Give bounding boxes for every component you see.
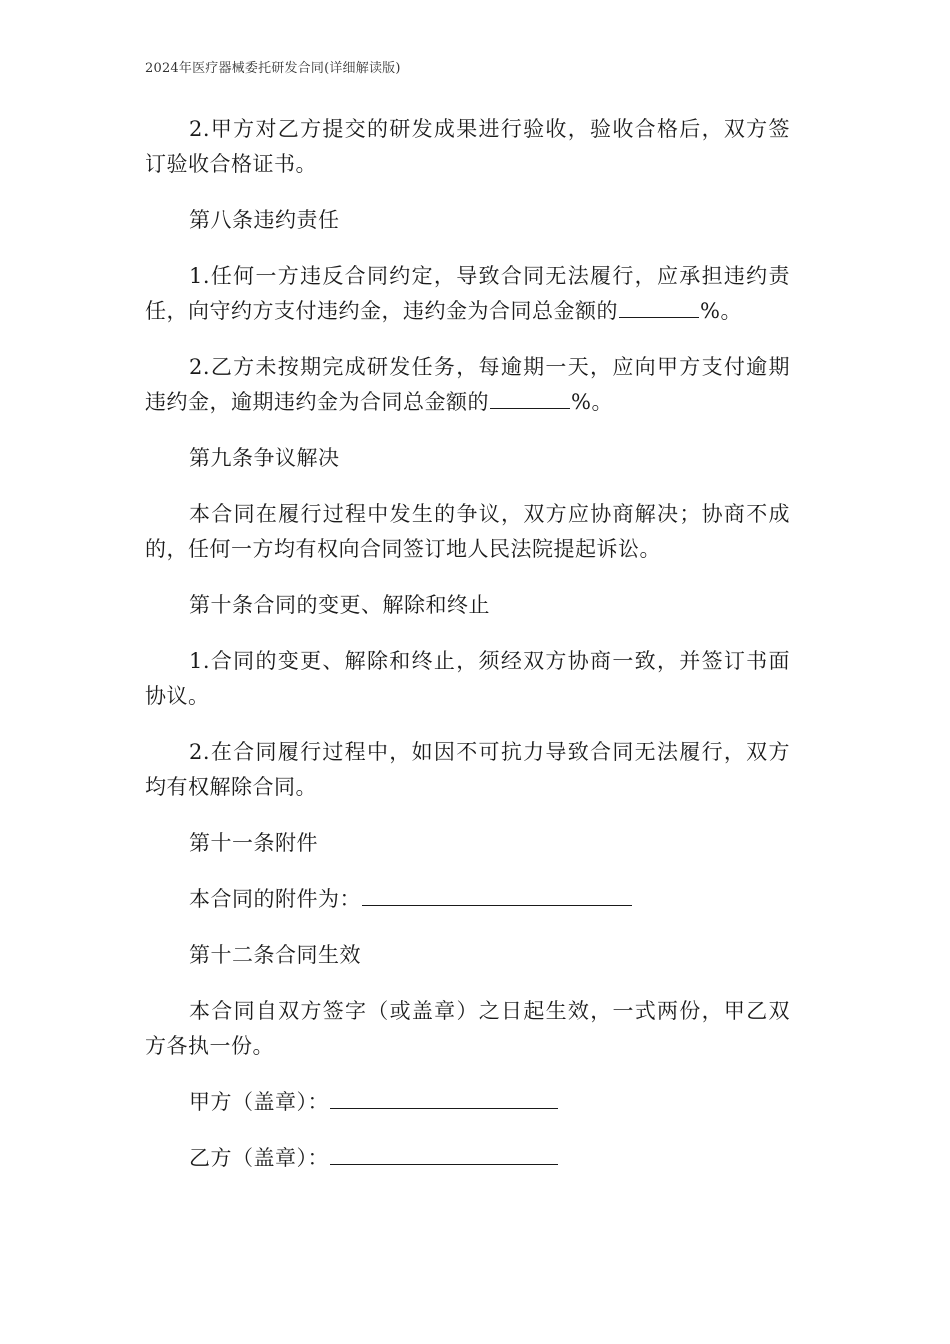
paragraph-modification: 1.合同的变更、解除和终止，须经双方协商一致，并签订书面协议。 <box>145 649 790 708</box>
page-header: 2024年医疗器械委托研发合同(详细解读版) <box>145 61 401 76</box>
section-heading-8: 第八条违约责任 <box>189 208 340 232</box>
paragraph-acceptance: 2.甲方对乙方提交的研发成果进行验收，验收合格后，双方签订验收合格证书。 <box>145 117 790 176</box>
section-heading-9: 第九条争议解决 <box>189 446 340 470</box>
party-a-label: 甲方（盖章）： <box>189 1090 329 1114</box>
breach-text: 1.任何一方违反合同约定，导致合同无法履行，应承担违约责任，向守约方支付违约金，违约金为合同总金额的 <box>145 264 790 323</box>
percent-suffix: %。 <box>700 299 742 323</box>
overdue-text: 2.乙方未按期完成研发任务，每逾期一天，应向甲方支付逾期违约金，逾期违约金为合同总金额的 <box>145 355 790 414</box>
paragraph-dispute: 本合同在履行过程中发生的争议，双方应协商解决；协商不成的，任何一方均有权向合同签订地人民法院提起诉讼。 <box>145 502 790 561</box>
percent-suffix: %。 <box>571 390 613 414</box>
section-heading-12: 第十二条合同生效 <box>189 943 361 967</box>
paragraph-effective: 本合同自双方签字（或盖章）之日起生效，一式两份，甲乙双方各执一份。 <box>145 999 790 1058</box>
party-a-signature-blank[interactable] <box>330 1086 558 1109</box>
paragraph-attachments <box>145 882 790 917</box>
party-a-signature <box>145 1085 790 1120</box>
section-heading-10: 第十条合同的变更、解除和终止 <box>189 593 490 617</box>
attachments-blank[interactable] <box>362 883 632 906</box>
attachments-label: 本合同的附件为： <box>189 887 361 911</box>
paragraph-breach-penalty <box>145 259 790 329</box>
penalty-percent-blank[interactable] <box>619 295 699 318</box>
paragraph-overdue-penalty <box>145 350 790 420</box>
contract-body <box>145 112 790 1197</box>
overdue-percent-blank[interactable] <box>490 386 570 409</box>
party-b-label: 乙方（盖章）： <box>189 1146 329 1170</box>
section-heading-11: 第十一条附件 <box>189 831 318 855</box>
party-b-signature <box>145 1141 790 1176</box>
paragraph-force-majeure: 2.在合同履行过程中，如因不可抗力导致合同无法履行，双方均有权解除合同。 <box>145 740 790 799</box>
party-b-signature-blank[interactable] <box>330 1142 558 1165</box>
